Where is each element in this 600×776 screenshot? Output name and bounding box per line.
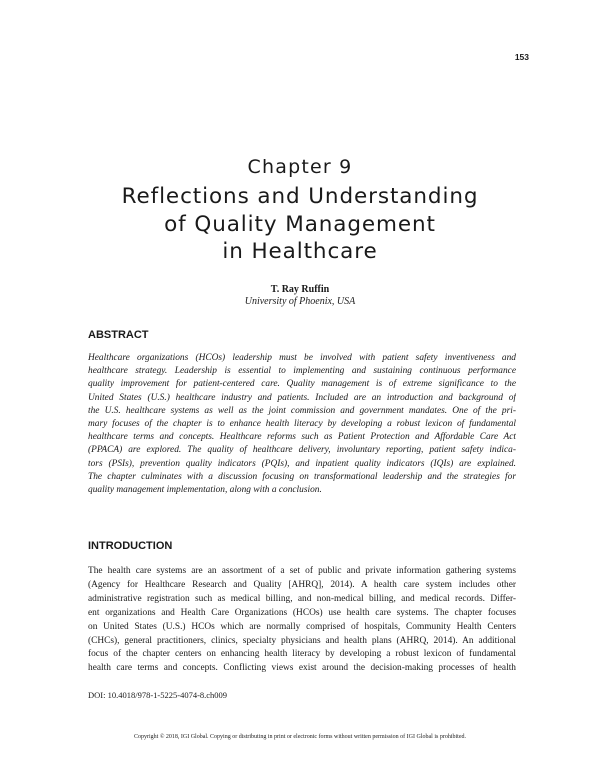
- abstract-line: healthcare terms and concepts. Healthcare reforms such as Patient Protection and Affordable Care Act: [88, 432, 516, 443]
- introduction-line: health care terms and concepts. Conflicting views exist around the decision-making processes of health: [88, 663, 516, 674]
- abstract-line: (PPACA) are explored. The quality of healthcare delivery, involuntary reporting, patient safety indica-: [88, 445, 516, 456]
- chapter-title-line: Reflections and Understanding: [121, 184, 479, 209]
- abstract-line: healthcare strategy. Leadership is essential to implementing and sustaining continuous performance: [88, 366, 516, 377]
- introduction-line: administrative registration such as medical billing, and non-medical billing, and medical records. Differ-: [88, 593, 516, 604]
- introduction-line: on United States (U.S.) HCOs which are normally comprised of hospitals, Community Health Centers: [88, 621, 516, 632]
- copyright-notice: Copyright © 2018, IGI Global. Copying or distributing in print or electronic forms without written permission of IGI Global is prohibited.: [133, 734, 466, 740]
- introduction-line: ent organizations and Health Care Organizations (HCOs) use health care systems. The chapter focuses: [88, 607, 516, 618]
- doi-footnote: DOI: 10.4018/978-1-5225-4074-8.ch009: [88, 690, 228, 700]
- abstract-line: Healthcare organizations (HCOs) leadership must be involved with patient safety inventiveness and: [88, 353, 516, 363]
- abstract-line: quality improvement for patient-centered care. Quality management is of extreme significance to the: [88, 379, 516, 390]
- introduction-line: The health care systems are an assortment of a set of public and private information gathering systems: [88, 566, 516, 576]
- abstract-line: United States (U.S.) healthcare industry and patients. Included are an introduction and background of: [88, 392, 516, 403]
- abstract-line: tors (PSIs), prevention quality indicators (PQIs), and inpatient quality indicators (IQIs) are explained.: [88, 458, 516, 469]
- introduction-line: (Agency for Healthcare Research and Quality [AHRQ], 2014). A health care system includes other: [88, 579, 516, 590]
- abstract-body: [88, 352, 516, 497]
- abstract-line: quality management implementation, along with a conclusion.: [88, 485, 322, 496]
- chapter-title-line: of Quality Management: [164, 211, 436, 237]
- introduction-line: (CHCs), general practitioners, clinics, specialty physicians and health plans (AHRQ, 2014). An additional: [88, 635, 516, 646]
- abstract-line: The chapter culminates with a discussion focusing on transformational leadership and the strategies for: [88, 471, 516, 482]
- abstract-line: the U.S. healthcare systems as well as the joint commission and government mandates. One of the pri-: [88, 405, 516, 416]
- chapter-title: [0, 183, 600, 266]
- introduction-heading: INTRODUCTION: [88, 540, 173, 552]
- chapter-label: Chapter 9: [247, 156, 353, 178]
- author-name: T. Ray Ruffin: [270, 284, 330, 295]
- abstract-heading: ABSTRACT: [88, 329, 149, 341]
- author-affiliation: University of Phoenix, USA: [244, 296, 356, 307]
- abstract-line: mary focuses of the chapter is to enhance health literacy by developing a robust lexicon of fundamental: [88, 419, 516, 430]
- introduction-body: [88, 565, 516, 676]
- introduction-line: focus of the chapter centers on enhancing health literacy by developing a robust lexicon of fundamental: [88, 649, 516, 660]
- page-number: 153: [514, 52, 529, 62]
- chapter-title-line: in Healthcare: [222, 239, 378, 264]
